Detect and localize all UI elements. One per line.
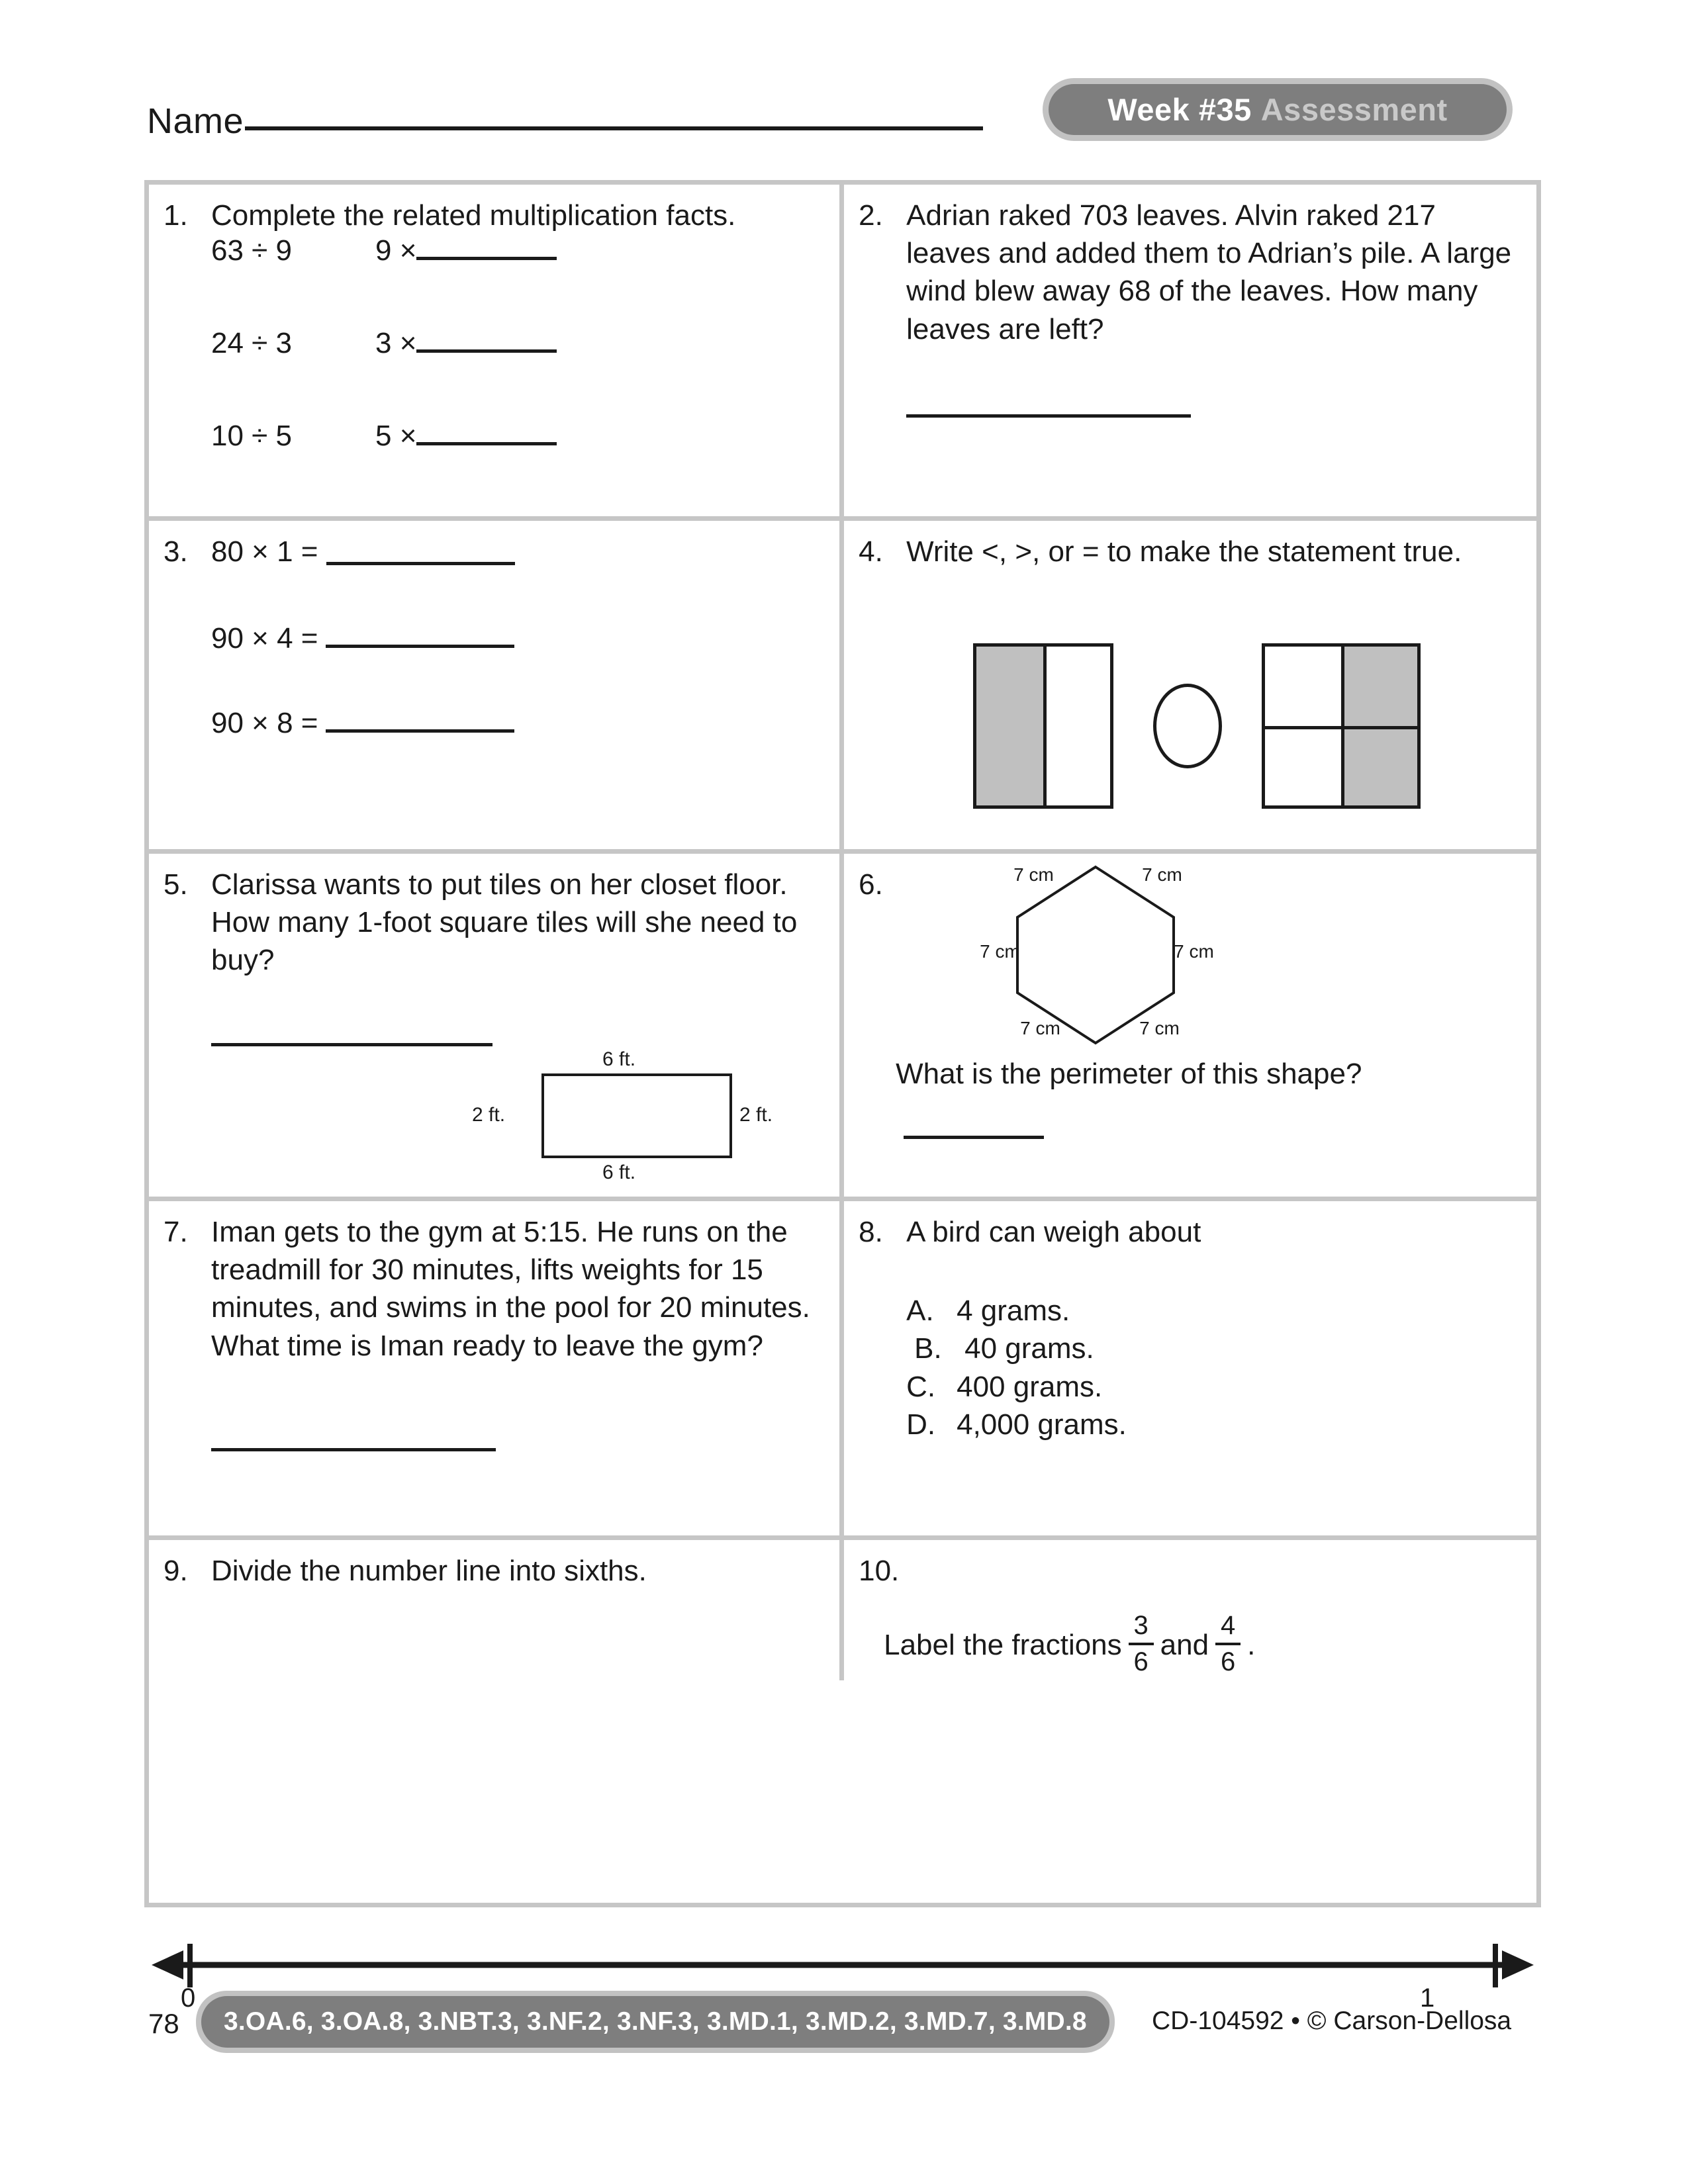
problem-6-answer-blank-wrap (904, 1126, 1044, 1139)
page-footer (0, 1979, 1688, 2071)
problem-8-choices (906, 1292, 1522, 1443)
number-line-start-label: 0 (181, 1983, 196, 2013)
standards-badge-inner (201, 1996, 1109, 2048)
arrow-right (1502, 1950, 1534, 1979)
half-unshaded (1043, 647, 1110, 805)
fact-3-division: 10 ÷ 5 (211, 420, 293, 453)
problem-row-4 (149, 1201, 1536, 1540)
badge-assessment-label: Assessment (1260, 92, 1448, 127)
problem-7-answer-blank[interactable] (211, 1448, 496, 1451)
problem-cell-7 (149, 1201, 844, 1535)
problem-2-number: 2. (859, 199, 883, 232)
quad-bottom-right (1341, 726, 1417, 805)
problem-cell-6 (844, 854, 1536, 1197)
name-field-row (147, 101, 983, 142)
fraction-square-fourths (1262, 643, 1421, 809)
quad-top-left (1265, 647, 1341, 726)
choice-b-text: 40 grams. (964, 1332, 1094, 1365)
equation-3-text: 90 × 8 = (211, 707, 318, 740)
problem-2-prompt: Adrian raked 703 leaves. Alvin raked 217 leaves and added them to Adrian’s pile. A large wind blew away 68 of the leaves. How many leaves are left? (906, 199, 1512, 345)
problem-1 (164, 197, 825, 234)
choice-a-text: 4 grams. (957, 1295, 1070, 1328)
problem-10-prompt-post: . (1247, 1628, 1256, 1661)
closet-floor-rectangle (541, 1073, 732, 1158)
problem-10-prompt-mid: and (1160, 1628, 1209, 1661)
dim-right-label: 2 ft. (739, 1104, 773, 1126)
arrow-left (152, 1950, 183, 1979)
choice-d-text: 4,000 grams. (957, 1408, 1127, 1441)
fraction-1-bar (1129, 1643, 1154, 1645)
problem-cell-1 (149, 185, 844, 516)
problem-6-figure (943, 859, 1354, 1051)
comparison-symbol-oval[interactable] (1153, 684, 1222, 768)
page-header (0, 0, 1688, 165)
fact-1-division: 63 ÷ 9 (211, 234, 293, 267)
problem-2 (859, 197, 1522, 348)
problem-3 (164, 533, 825, 570)
standards-badge (196, 1991, 1115, 2053)
problem-cell-9 (149, 1540, 844, 1903)
fraction-1-denominator: 6 (1133, 1647, 1149, 1676)
choice-b-letter: B. (914, 1332, 942, 1365)
choice-a-letter: A. (906, 1295, 934, 1328)
problem-10-number: 10. (859, 1555, 900, 1587)
fraction-bar-halves (973, 643, 1113, 809)
dim-top-label: 6 ft. (602, 1048, 636, 1070)
hex-label-bottom-left: 7 cm (1020, 1018, 1060, 1038)
problems-grid (144, 180, 1541, 2013)
problem-1-fact-row-1 (211, 234, 825, 267)
equation-2-answer-blank[interactable] (326, 645, 514, 648)
hex-label-middle-left: 7 cm (980, 941, 1020, 962)
problem-3-equation-3-row (211, 707, 825, 740)
problem-8 (859, 1213, 1522, 1251)
problem-3-equation-2-row (211, 622, 825, 655)
quad-top-right (1341, 647, 1417, 726)
problem-5-number: 5. (164, 868, 188, 901)
problem-6-answer-blank[interactable] (904, 1136, 1044, 1139)
choice-c-letter: C. (906, 1370, 936, 1403)
fraction-2-denominator: 6 (1220, 1647, 1236, 1676)
problem-cell-10 (844, 1540, 1536, 1903)
problem-cell-3 (149, 521, 844, 849)
copyright-notice: CD-104592 • © Carson-Dellosa (1152, 2007, 1512, 2035)
problem-6-number: 6. (859, 868, 883, 901)
hex-label-middle-right: 7 cm (1174, 941, 1214, 962)
problem-row-5 (149, 1540, 1536, 2013)
fact-2-answer-blank[interactable] (416, 349, 557, 353)
equation-1-answer-blank[interactable] (326, 562, 515, 565)
problem-cell-2 (844, 185, 1536, 516)
problem-1-fact-row-3 (211, 420, 825, 453)
week-assessment-badge-inner (1049, 84, 1507, 135)
hex-label-bottom-right: 7 cm (1139, 1018, 1180, 1038)
choice-d-letter: D. (906, 1408, 936, 1441)
hex-label-top-right: 7 cm (1142, 864, 1182, 885)
fact-2-multiplication: 3 × (375, 327, 417, 360)
choice-a[interactable] (906, 1292, 1522, 1330)
problem-cell-8 (844, 1201, 1536, 1535)
problem-9-number: 9. (164, 1555, 188, 1587)
fraction-2-numerator: 4 (1220, 1611, 1236, 1641)
standards-list: 3.OA.6, 3.OA.8, 3.NBT.3, 3.NF.2, 3.NF.3, 3.MD.1, 3.MD.2, 3.MD.7, 3.MD.8 (224, 2007, 1087, 2036)
problem-row-2 (149, 521, 1536, 854)
problem-8-number: 8. (859, 1216, 883, 1248)
problem-4 (859, 533, 1522, 570)
problem-5-prompt: Clarissa wants to put tiles on her closet floor. How many 1-foot square tiles will she need to buy? (211, 868, 798, 977)
fraction-2-bar (1215, 1643, 1241, 1645)
problem-9 (164, 1552, 829, 1590)
half-shaded (976, 647, 1043, 805)
quad-bottom-left (1265, 726, 1341, 805)
problem-5-figure (467, 1048, 784, 1183)
week-assessment-badge (1043, 78, 1513, 141)
dim-left-label: 2 ft. (472, 1104, 506, 1126)
problem-3-number: 3. (164, 535, 188, 568)
problem-10 (859, 1552, 1522, 1590)
problem-7 (164, 1213, 825, 1365)
problem-row-3 (149, 854, 1536, 1201)
problem-4-prompt: Write <, >, or = to make the statement true. (906, 535, 1462, 568)
problem-6-prompt: What is the perimeter of this shape? (896, 1058, 1362, 1090)
problem-3-equation-1 (211, 533, 825, 570)
problem-5-answer-blank[interactable] (211, 1043, 492, 1046)
problem-10-prompt-pre: Label the fractions (884, 1628, 1122, 1661)
problem-1-fact-row-2 (211, 327, 825, 360)
choice-c-text: 400 grams. (957, 1370, 1103, 1403)
number-line-end-label: 1 (1420, 1983, 1435, 2013)
problem-10-prompt (884, 1611, 1522, 1677)
problem-9-prompt: Divide the number line into sixths. (211, 1555, 647, 1587)
problem-4-number: 4. (859, 535, 883, 568)
problem-1-prompt: Complete the related multiplication facts. (211, 199, 736, 232)
problem-cell-4 (844, 521, 1536, 849)
problem-row-1 (149, 185, 1536, 521)
problem-cell-5 (149, 854, 844, 1197)
fact-3-answer-blank[interactable] (416, 442, 557, 445)
choice-c[interactable] (906, 1368, 1522, 1406)
choice-b[interactable] (914, 1330, 1522, 1367)
problem-4-figure (973, 643, 1421, 809)
page-number: 78 (148, 2008, 179, 2039)
fraction-three-sixths (1129, 1612, 1154, 1676)
dim-bottom-label: 6 ft. (602, 1161, 636, 1183)
equation-3-answer-blank[interactable] (326, 729, 514, 733)
fact-2-division: 24 ÷ 3 (211, 327, 293, 360)
equation-1-text: 80 × 1 = (211, 535, 318, 568)
fact-1-multiplication: 9 × (375, 234, 417, 267)
row-5-center-divider (839, 1540, 844, 1680)
problem-5 (164, 866, 825, 979)
problem-8-prompt: A bird can weigh about (906, 1216, 1201, 1248)
fact-1-answer-blank[interactable] (416, 257, 557, 260)
equation-2-text: 90 × 4 = (211, 622, 318, 655)
name-label: Name (147, 101, 244, 141)
hex-label-top-left: 7 cm (1013, 864, 1054, 885)
problem-7-number: 7. (164, 1216, 188, 1248)
badge-week-label: Week #35 (1107, 92, 1252, 127)
fact-3-multiplication: 5 × (375, 420, 417, 453)
name-write-in-line[interactable] (245, 126, 983, 130)
problem-7-prompt: Iman gets to the gym at 5:15. He runs on the treadmill for 30 minutes, lifts weights for 15 minutes, and swims in the pool for 20 minutes. What time is Iman ready to leave the gym? (211, 1216, 810, 1362)
problem-2-answer-blank[interactable] (906, 414, 1191, 418)
problem-1-number: 1. (164, 199, 188, 232)
fraction-four-sixths (1215, 1612, 1241, 1676)
choice-d[interactable] (906, 1406, 1522, 1443)
fraction-1-numerator: 3 (1133, 1611, 1149, 1641)
